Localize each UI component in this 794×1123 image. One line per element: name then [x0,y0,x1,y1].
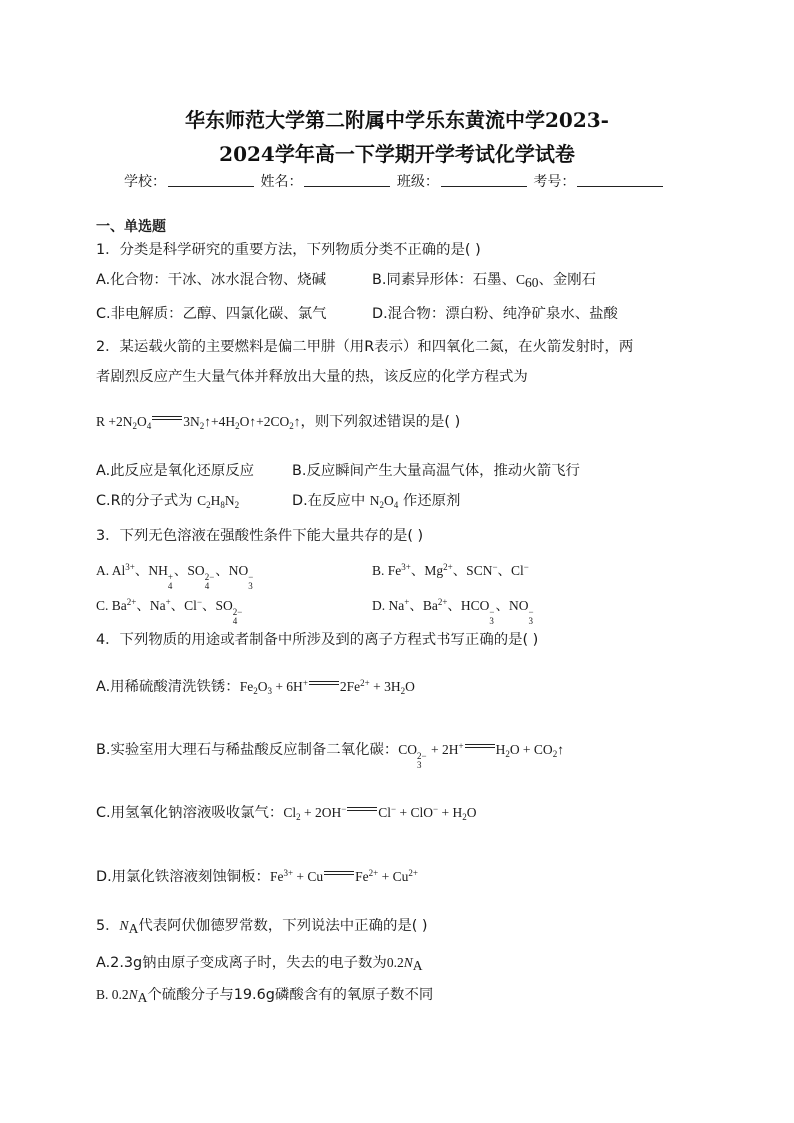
exam-number-blank[interactable] [577,174,663,187]
q1-option-b: B.同素异形体：石墨、$C_{60}$、金刚石 [372,272,597,290]
q2-stem-line2: 者剧烈反应产生大量气体并释放出大量的热，该反应的化学方程式为 [96,369,528,385]
school-blank[interactable] [168,174,254,187]
q1-stem: 1．分类是科学研究的重要方法，下列物质分类不正确的是( ) [96,242,481,258]
q2-option-b: B.反应瞬间产生大量高温气体，推动火箭飞行 [292,463,580,479]
q4-option-c: C.用氢氧化钠溶液吸收氯气：$Cl_2 + 2OH^-$ $Cl^- + ClO^- + H_2O$ [96,804,477,822]
section-title: 一、单选题 [96,219,166,235]
name-blank[interactable] [304,174,390,187]
student-info-row [124,171,684,191]
q1-option-c: C.非电解质：乙醇、四氯化碳、氯气 [96,306,327,322]
q5-option-a: A.2.3g钠由原子变成离子时，失去的电子数为$0.2N_A$ [96,955,423,973]
q2-equation: $R +2N_2O_4$ $3N_2↑+4H_2O↑+2CO_2↑$，则下列叙述错误的是( ) [96,414,461,431]
q3-option-b: B. $Fe^{3+}$、$Mg^{2+}$、SCN−、Cl− [372,562,529,578]
class-blank[interactable] [441,174,527,187]
q2-option-d: D.在反应中 $N_2O_4$ 作还原剂 [292,493,461,510]
exam-title-line2: 2024学年高一下学期开学考试化学试卷 [219,142,575,166]
field-label-class: 班级： [396,174,439,190]
q2-option-c: C.R的分子式为 $C_2H_8N_2$ [96,493,240,510]
q4-stem: 4．下列物质的用途或者制备中所涉及到的离子方程式书写正确的是( ) [96,632,539,648]
q5-option-b: B. $0.2N_A$个硫酸分子与19.6g磷酸含有的氧原子数不同 [96,987,434,1005]
q4-option-d: D.用氯化铁溶液刻蚀铜板：$Fe^{3+} + Cu$ $Fe^{2+} + Cu^{2+}$ [96,868,418,885]
q4-option-b: B.实验室用大理石与稀盐酸反应制备二氧化碳：CO 2− 3 + 2H+ $H_2O$ + $CO_2↑$ [96,741,564,770]
field-label-name: 姓名： [260,174,303,190]
q4-option-a: A.用稀硫酸清洗铁锈：$Fe_2O_3 + 6H^+$ $2Fe^{2+} + 3H_2O$ [96,678,415,696]
field-label-school: 学校： [124,174,166,190]
q5-stem: 5．$N_A$代表阿伏伽德罗常数，下列说法中正确的是( ) [96,918,428,936]
q3-stem: 3．下列无色溶液在强酸性条件下能大量共存的是( ) [96,528,424,544]
q2-option-a: A.此反应是氧化还原反应 [96,463,255,479]
q1-option-a: A.化合物：干冰、冰水混合物、烧碱 [96,272,327,288]
q3-option-d: D. Na+、$Ba^{2+}$、HCO − 3 、NO − 3 [372,597,534,626]
field-label-exam-number: 考号： [533,174,576,190]
q1-option-d: D.混合物：漂白粉、纯净矿泉水、盐酸 [372,306,618,322]
exam-title-line1: 华东师范大学第二附属中学乐东黄流中学2023- [185,108,609,132]
q3-option-a: A. $Al^{3+}$、NH + 4 、SO 2− 4 、NO − 3 [96,562,254,591]
q2-stem-line1: 2．某运载火箭的主要燃料是偏二甲肼（用R表示）和四氧化二氮，在火箭发射时，两 [96,339,634,355]
q3-option-c: C. $Ba^{2+}$、Na+、Cl−、SO 2− 4 [96,597,243,626]
